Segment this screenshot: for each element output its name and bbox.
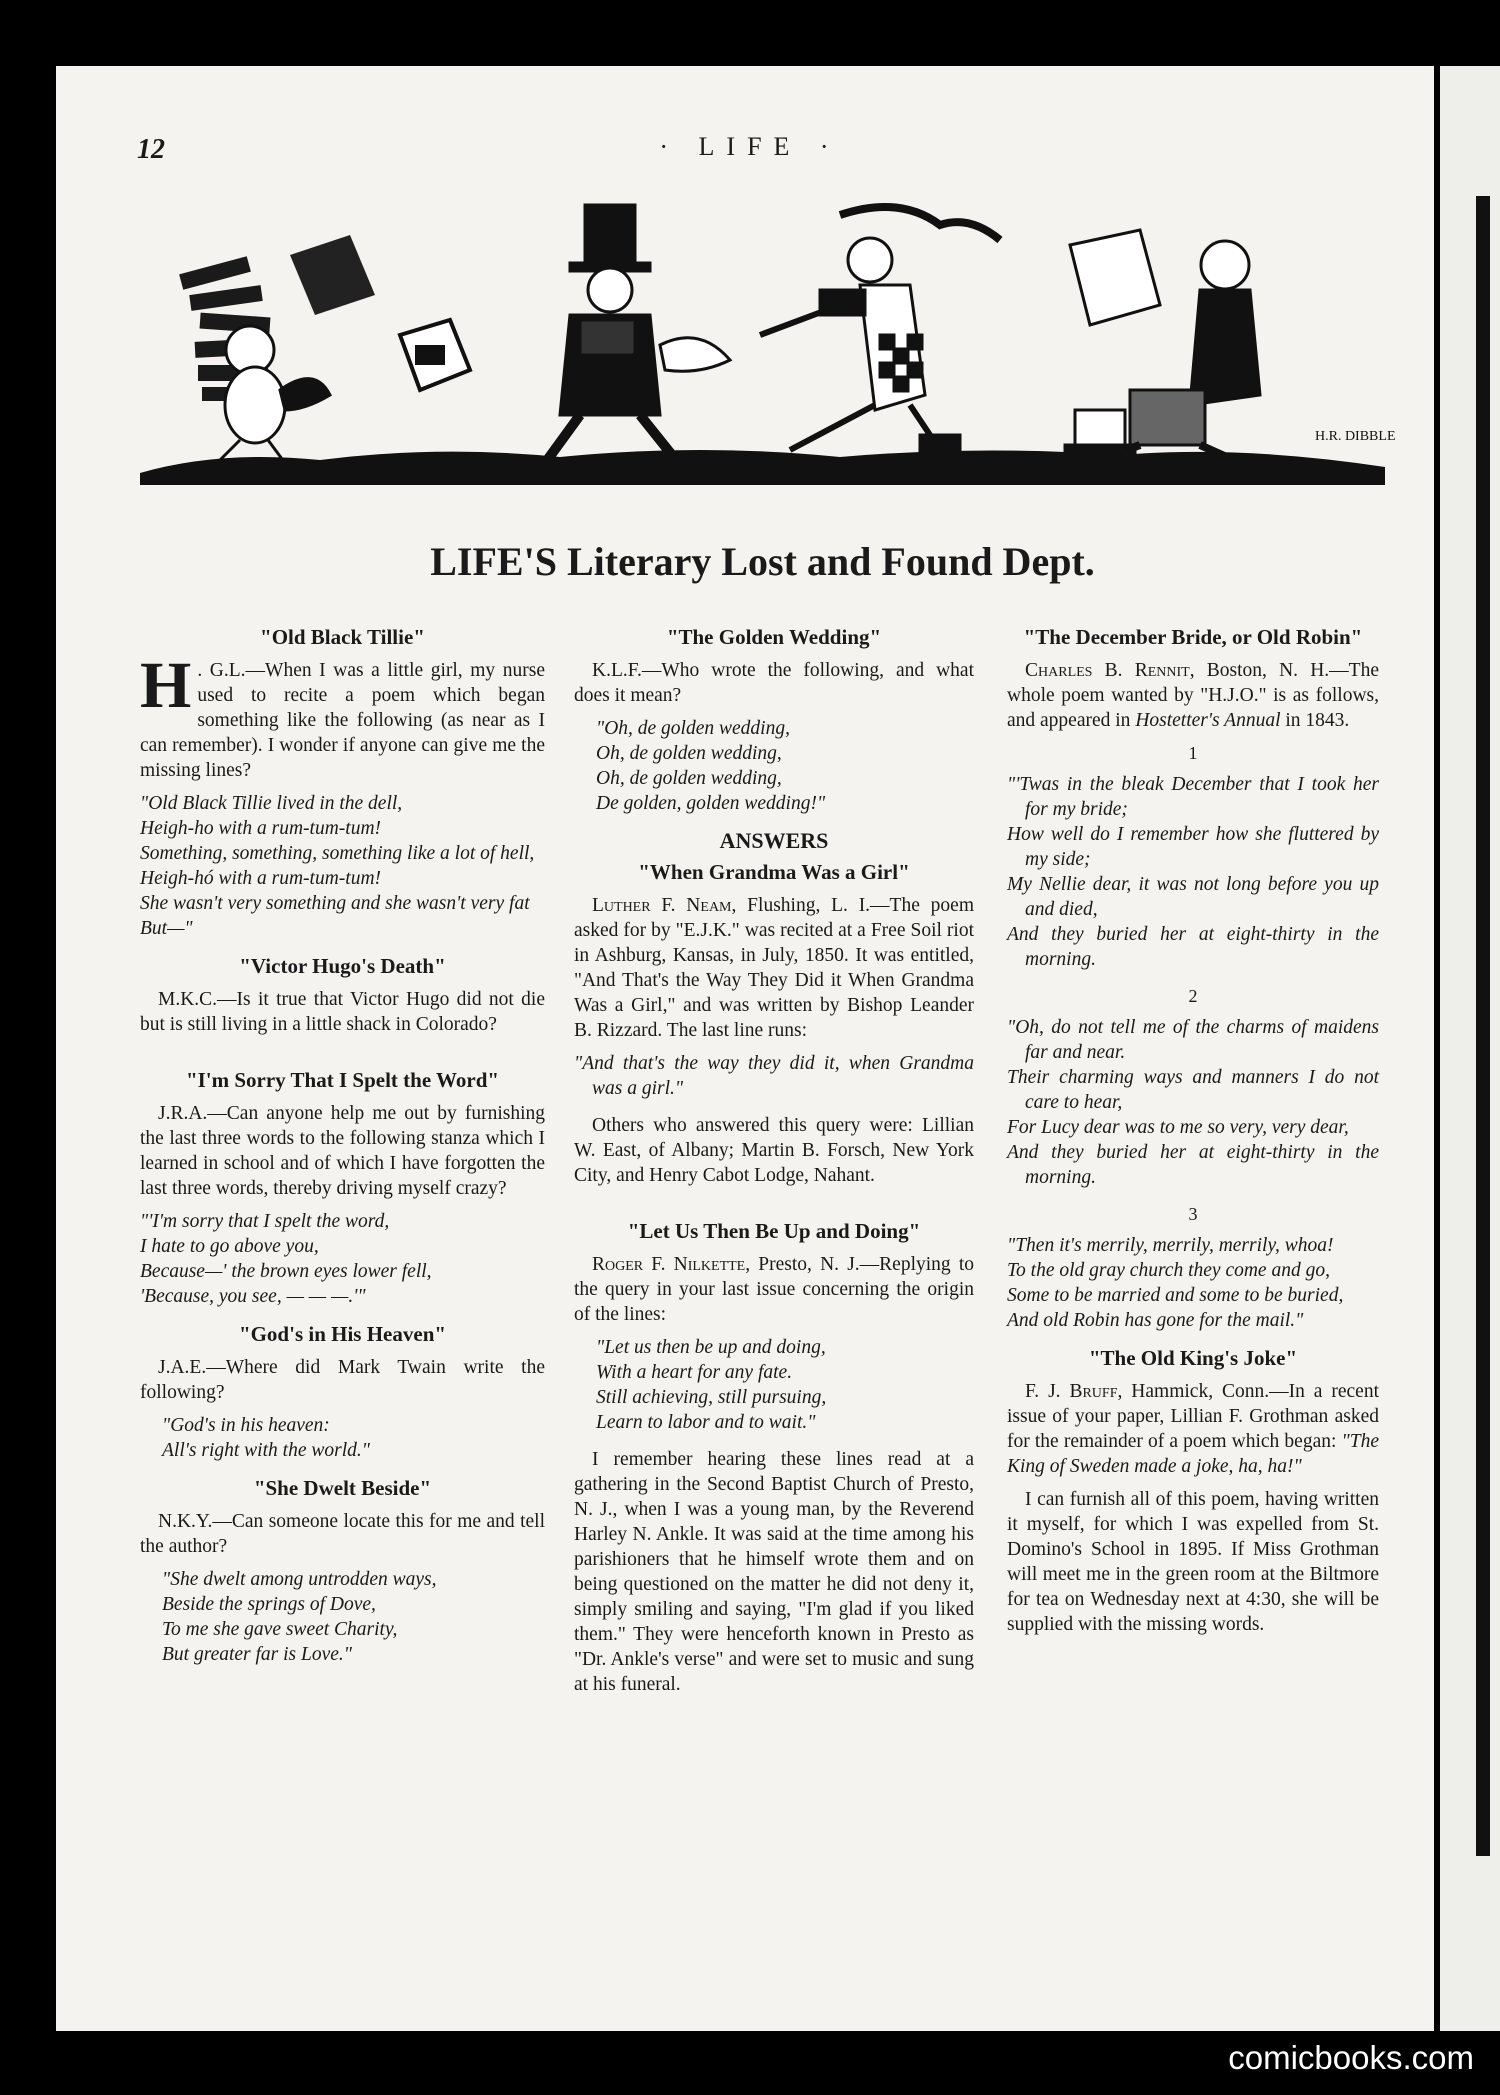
seated-reader-figure <box>1065 230 1260 463</box>
query-body: N.K.Y.—Can someone locate this for me and tell the author? <box>140 1511 545 1557</box>
query-body: M.K.C.—Is it true that Victor Hugo did not die but is still living in a little shack in Colorado? <box>140 989 545 1035</box>
query-body: J.A.E.—Where did Mark Twain write the following? <box>140 1357 545 1403</box>
query-heading: "I'm Sorry That I Spelt the Word" <box>185 1068 500 1092</box>
column-middle <box>574 620 974 1705</box>
ground-band <box>140 450 1385 485</box>
query-body: H . G.L.—When I was a little girl, my nurse used to recite a poem which began something like the following (as near as I can remember). I wonder if anyone can give me the missing lines? <box>140 649 545 781</box>
verse: "And that's the way they did it, when Grandma was a girl." <box>574 1053 974 1099</box>
verse: "Old Black Tillie lived in the dell, Heigh-ho with a rum-tum-tum! Something, something, something like a lot of hell, Heigh-hó with a rum-tum-tum! She wasn't very something and she wasn't very fat But—" <box>140 793 535 939</box>
verse: "'I'm sorry that I spelt the word, I hate to go above you, Because—' the brown eyes lower fell, 'Because, you see, — — —.'" <box>140 1211 432 1307</box>
drop-cap: H <box>140 649 192 722</box>
answer-body: Luther F. Neam, Flushing, L. I.—The poem asked for by "E.J.K." was recited at a Free Soil riot in Ashburg, Kansas, in July, 1850. It was entitled, "And That's the Way They Did it When Grandma Was a Girl," and was written by Bishop Leander B. Rizzard. The last line runs: <box>574 895 974 1041</box>
verse: "Then it's merrily, merrily, merrily, whoa! To the old gray church they come and go, Some to be married and some to be buried, And old Robin has gone for the mail." <box>1007 1235 1344 1331</box>
answer-heading: "Let Us Then Be Up and Doing" <box>627 1219 921 1243</box>
column-right <box>1007 620 1379 1645</box>
verse: "Oh, de golden wedding, Oh, de golden wedding, Oh, de golden wedding, De golden, golden wedding!" <box>596 718 826 814</box>
answers-heading: ANSWERS <box>719 828 829 853</box>
verse: "God's in his heaven: All's right with the world." <box>162 1415 370 1461</box>
answer-body: I can furnish all of this poem, having written it myself, for which I was expelled from St. Domino's School in 1895. If Miss Grothman will meet me in the green room at the Biltmore for tea on Wednesday next at 4:30, she will be supplied with the missing words. <box>1007 1489 1379 1635</box>
answer-heading: "When Grandma Was a Girl" <box>638 860 910 884</box>
answer-body: F. J. Bruff, Hammick, Conn.—In a recent issue of your paper, Lillian F. Grothman asked for the remainder of a poem which began: "The King of Sweden made a joke, ha, ha!" <box>1007 1381 1379 1477</box>
verse: "Oh, do not tell me of the charms of maidens far and near. Their charming ways and manners I do not care to hear, For Lucy dear was to me so very, very dear, And they buried her at eight-thirty in the morning. <box>1007 1017 1379 1188</box>
query-heading: "God's in His Heaven" <box>238 1322 447 1346</box>
column-left <box>140 620 545 1679</box>
jester-figure <box>760 207 1000 465</box>
page-border-bar <box>1476 196 1490 1856</box>
query-heading: "She Dwelt Beside" <box>253 1476 432 1500</box>
answer-heading: "The Old King's Joke" <box>1088 1346 1298 1370</box>
query-body: J.R.A.—Can anyone help me out by furnishing the last three words to the following stanza which I learned in school and of which I have forgotten the last three words, thereby driving myself crazy? <box>140 1103 545 1199</box>
answer-body: Others who answered this query were: Lillian W. East, of Albany; Martin B. Forsch, New York City, and Henry Cabot Lodge, Nahant. <box>574 1115 974 1186</box>
answer-body: I remember hearing these lines read at a gathering in the Second Baptist Church of Presto, N. J., when I was a young man, by the Reverend Harley N. Ankle. It was said at the time among his parishioners that he himself wrote them and on being questioned on the matter he did not deny it, simply smiling and saying, "I'm glad if you liked them." They were henceforth known in Presto as "Dr. Ankle's verse" and were set to music and sung at his funeral. <box>574 1449 974 1695</box>
verse: "Let us then be up and doing, With a heart for any fate. Still achieving, still pursuing, Learn to labor and to wait." <box>596 1337 827 1433</box>
flying-books <box>179 235 470 401</box>
verse: "'Twas in the bleak December that I took her for my bride; How well do I remember how she fluttered by my side; My Nellie dear, it was not long before you up and died, And they buried her at eight-thirty in the morning. <box>1007 774 1379 970</box>
query-heading: "The Golden Wedding" <box>666 625 882 649</box>
artist-signature: H.R. DIBBLE <box>1315 429 1396 444</box>
verse: "She dwelt among untrodden ways, Beside the springs of Dove, To me she gave sweet Charity, But greater far is Love." <box>162 1569 437 1665</box>
header-illustration <box>140 195 1396 485</box>
answer-body: Charles B. Rennit, Boston, N. H.—The whole poem wanted by "H.J.O." is as follows, and appeared in Hostetter's Annual in 1843. <box>1007 660 1379 731</box>
answer-heading: "The December Bride, or Old Robin" <box>1023 625 1363 649</box>
top-hat-man-figure <box>540 205 730 470</box>
page-number: 12 <box>137 134 165 165</box>
page-title: LIFE'S Literary Lost and Found Dept. <box>430 539 1095 584</box>
answer-body: Roger F. Nilkette, Presto, N. J.—Replying to the query in your last issue concerning the origin of the lines: <box>574 1254 974 1325</box>
stanza-number: 3 <box>1188 1204 1198 1224</box>
cherub-figure <box>215 326 330 465</box>
stanza-number: 2 <box>1188 986 1198 1006</box>
watermark-credit: comicbooks.com <box>1228 2039 1474 2076</box>
magazine-title: · LIFE · <box>659 132 841 161</box>
query-body: K.L.F.—Who wrote the following, and what does it mean? <box>574 660 974 706</box>
adjacent-page-edge <box>1440 66 1500 2031</box>
query-heading: "Victor Hugo's Death" <box>239 954 446 978</box>
stanza-number: 1 <box>1188 743 1198 763</box>
query-heading: "Old Black Tillie" <box>260 625 425 649</box>
